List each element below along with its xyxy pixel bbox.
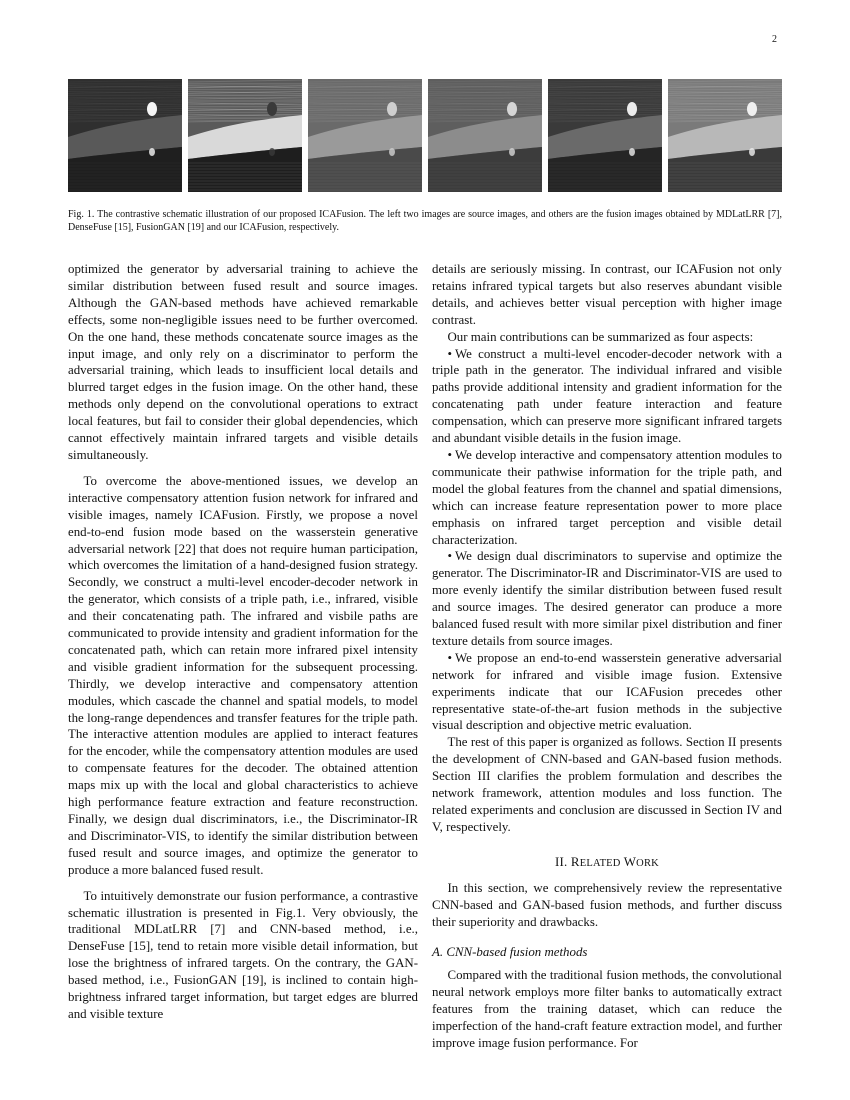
figure-caption: Fig. 1. The contrastive schematic illustration of our proposed ICAFusion. The left two images are source images, and others are the fusion images obtained by MDLatLRR [7], DenseFuse [15], FusionGAN [19] and our ICAFusion, respectively. xyxy=(68,209,782,233)
section-heading: II. RELATED WORK xyxy=(555,854,659,869)
right-column xyxy=(432,261,782,1052)
body-paragraph: Compared with the traditional fusion methods, the convolutional neural network employs more filter banks to automatically extract features from the training dataset, which can reduce the imperfection of the hand-craft feature extraction model, and further improve image fusion performance. For xyxy=(432,968,782,1050)
subsection-heading: A. CNN-based fusion methods xyxy=(432,945,588,960)
figure-panel-fusiongan xyxy=(548,79,662,192)
figure-1 xyxy=(68,79,782,192)
body-paragraph: Our main contributions can be summarized as four aspects: xyxy=(447,329,754,344)
contribution-item: • We design dual discriminators to supervise and optimize the generator. The Discriminator-IR and Discriminator-VIS are used to more evenly identify the similar distribution between fused result and source images. The desired generator can produce a more balanced fused result with more similar pixel distribution and finer texture details from source images. xyxy=(432,549,782,648)
contribution-item: • We propose an end-to-end wasserstein generative adversarial network for infrared and visible image fusion. Extensive experiments indicate that our ICAFusion precedes other representative state-of-the-art fusion methods in the subjective visual description and objective metric evaluation. xyxy=(432,650,782,733)
bullet-icon: • xyxy=(447,549,452,564)
bullet-icon: • xyxy=(447,447,452,462)
body-paragraph: The rest of this paper is organized as follows. Section II presents the development of CNN-based and GAN-based fusion methods. Section III clarifies the problem formulation and describes the network framework, attention modules and loss function. The related experiments and conclusion are discussed in Section IV and V, respectively. xyxy=(432,735,782,834)
figure-panel-mdlatlrr xyxy=(308,79,422,192)
body-paragraph: In this section, we comprehensively review the representative CNN-based and GAN-based fusion methods, and further discuss their superiority and drawbacks. xyxy=(432,880,782,929)
figure-panel-source-infrared xyxy=(68,79,182,192)
body-paragraph: To overcome the above-mentioned issues, we develop an interactive compensatory attention fusion network for infrared and visible images, namely ICAFusion. Firstly, we propose a novel end-to-end fusion mode based on the wasserstein generative adversarial network [22] that does not require human participation, which overcomes the limitation of a hand-designed fusion strategy. Secondly, we construct a multi-level encoder-decoder network in the generator, which consists of a triple path, i.e., infrared, visible and their concatenating path. The infrared and visbile paths are communicated to provide intensity and gradient information for the concatenated path, which can retain more infrared pixel intensity and visible gradient information for the subsequent processing. Thirdly, we develop interactive and compensatory attention modules, which cascade the channel and spatial models, to model the long-range dependences and transfer features for the triple path. The interactive attention modules are applied to interact features for the encoder, while the compensatory attention modules are used to compensate features for the decoder. The obtained attention maps mix up with the local and global characteristics to achieve high performance feature extraction and feature reconstruction. Finally, we design dual discriminators, i.e., the Discriminator-IR and Discriminator-VIS, to identify the similar distribution between fused result and source images, and optimize the generator to produce a more balanced fused result. xyxy=(68,473,418,877)
left-column xyxy=(68,261,418,1023)
bullet-icon: • xyxy=(447,346,452,361)
figure-panel-densefuse xyxy=(428,79,542,192)
contribution-item: • We develop interactive and compensatory attention modules to communicate their pathwise information for the triple path, and model the global features from the channel and spatial dimensions, which can increase feature representation power to more place emphasis on infrared target perception and visible detail characterization. xyxy=(432,447,782,547)
figure-panel-source-visible xyxy=(188,79,302,192)
body-paragraph: details are seriously missing. In contrast, our ICAFusion not only retains infrared typical targets but also reserves abundant visible details, and achieves better visual perception with higher image contrast. xyxy=(432,262,782,327)
contribution-item: • We construct a multi-level encoder-decoder network with a triple path in the generator. The individual infrared and visible paths provide additional intensity and gradient information for the concatenating path under feature interaction and feature compensation, which can preserve more significant infrared targets and abundant visible details in the fusion image. xyxy=(432,346,782,446)
page-number: 2 xyxy=(772,34,777,45)
body-paragraph: To intuitively demonstrate our fusion performance, a contrastive schematic illustration is presented in Fig.1. Very obviously, the traditional MDLatLRR [7] and CNN-based method, i.e., DenseFuse [15], tend to retain more visible detail information, but lose the brightness of infrared targets. On the contrary, the GAN-based method, i.e., FusionGAN [19], is inclined to contain high-brightness infrared target information, but target edges are blurred and visible texture xyxy=(68,888,418,1021)
body-paragraph: optimized the generator by adversarial training to achieve the similar distribution between fused result and source images. Although the GAN-based methods have achieved remarkable effects, some non-negligible issues need to be further overcomed. On the one hand, these methods concatenate source images as the input image, and only rely on a discriminator to perform the adversarial training, which leads to insufficient local details and blurred target edges in the fusion image. On the other hand, these methods only depend on the convolutional operations to extract local features, but fail to consider their global dependencies, which cannot effectively maintain infrared targets and visible details simultaneously. xyxy=(68,262,418,462)
bullet-icon: • xyxy=(447,650,452,665)
figure-panel-icafusion xyxy=(668,79,782,192)
